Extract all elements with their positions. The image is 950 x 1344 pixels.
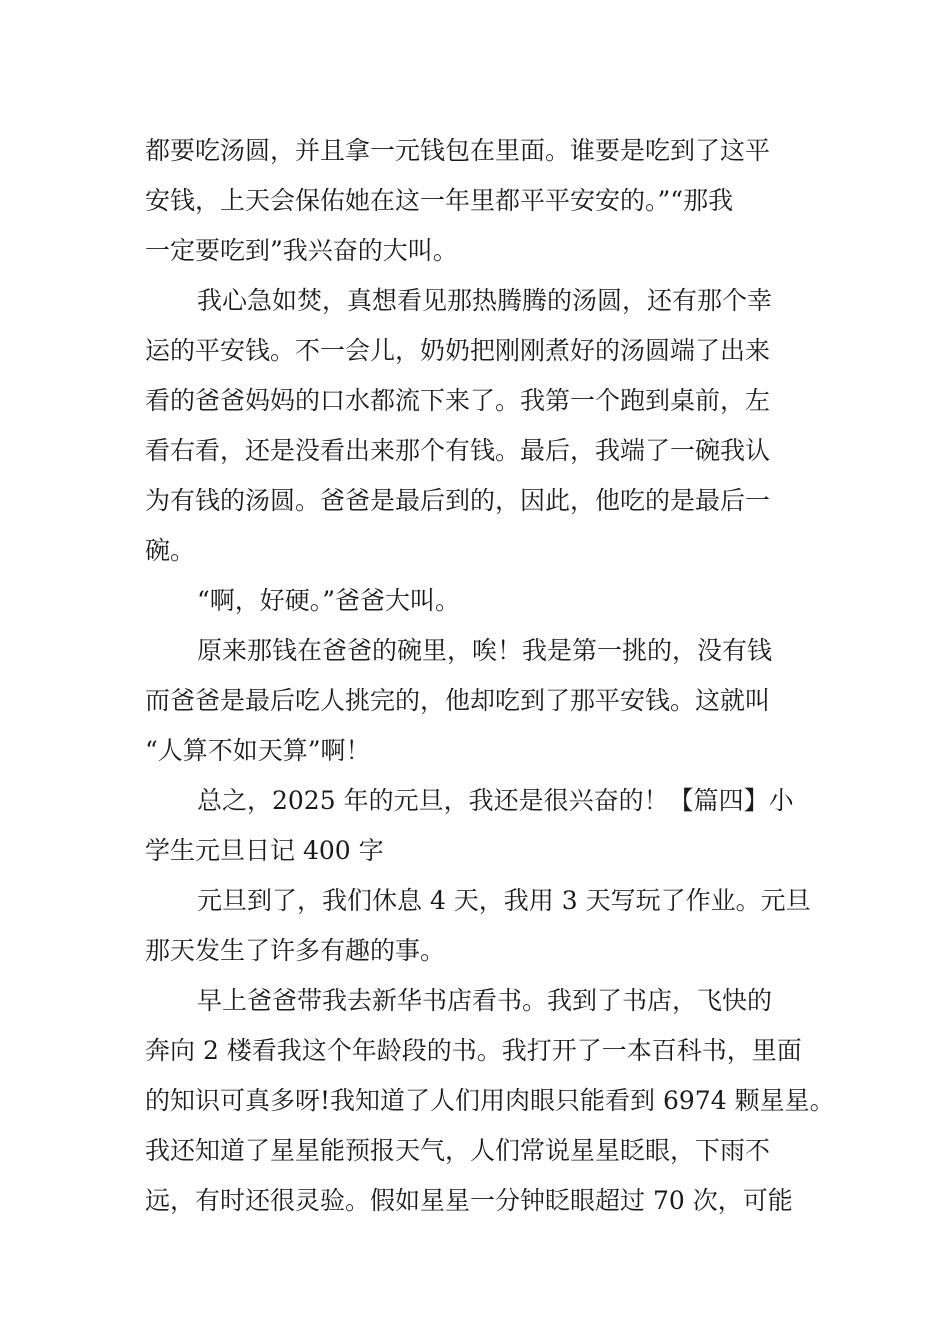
paragraph-start-line: 早上爸爸带我去新华书店看书。我到了书店，飞快的: [197, 986, 773, 1015]
paragraph-start-line: “啊，好硬。”爸爸大叫。: [197, 586, 461, 615]
text-line: 都要吃汤圆，并且拿一元钱包在里面。谁要是吃到了这平: [145, 136, 771, 165]
text-line: 那天发生了许多有趣的事。: [145, 936, 446, 965]
text-line: 学生元旦日记 400 字: [145, 836, 384, 865]
text-line: 而爸爸是最后吃人挑完的，他却吃到了那平安钱。这就叫: [145, 686, 771, 715]
text-line: 一定要吃到”我兴奋的大叫。: [145, 236, 458, 265]
paragraph-start-line: 元旦到了，我们休息 4 天，我用 3 天写玩了作业。元旦: [197, 886, 811, 915]
text-line: 安钱，上天会保佑她在这一年里都平平安安的。”“那我: [145, 186, 734, 215]
text-line: 奔向 2 楼看我这个年龄段的书。我打开了一本百科书，里面: [145, 1036, 802, 1065]
text-line: 运的平安钱。不一会儿，奶奶把刚刚煮好的汤圆端了出来: [145, 336, 771, 365]
text-line: 远，有时还很灵验。假如星星一分钟眨眼超过 70 次，可能: [145, 1186, 793, 1215]
text-line: 我还知道了星星能预报天气，人们常说星星眨眼，下雨不: [145, 1136, 771, 1165]
text-line: 的知识可真多呀!我知道了人们用肉眼只能看到 6974 颗星星。: [145, 1086, 835, 1115]
paragraph-start-line: 我心急如焚，真想看见那热腾腾的汤圆，还有那个幸: [197, 286, 773, 315]
paragraph-start-line: 原来那钱在爸爸的碗里，唉！我是第一挑的，没有钱: [197, 636, 773, 665]
text-line: 看的爸爸妈妈的口水都流下来了。我第一个跑到桌前，左: [145, 386, 771, 415]
paragraph-start-line: 总之，2025 年的元旦，我还是很兴奋的！【篇四】小: [197, 786, 794, 815]
body-text: [145, 126, 835, 1226]
text-line: 看右看，还是没看出来那个有钱。最后，我端了一碗我认: [145, 436, 771, 465]
text-line: 碗。: [145, 536, 196, 565]
text-line: “人算不如天算”啊！: [145, 736, 371, 765]
text-line: 为有钱的汤圆。爸爸是最后到的，因此，他吃的是最后一: [145, 486, 771, 515]
